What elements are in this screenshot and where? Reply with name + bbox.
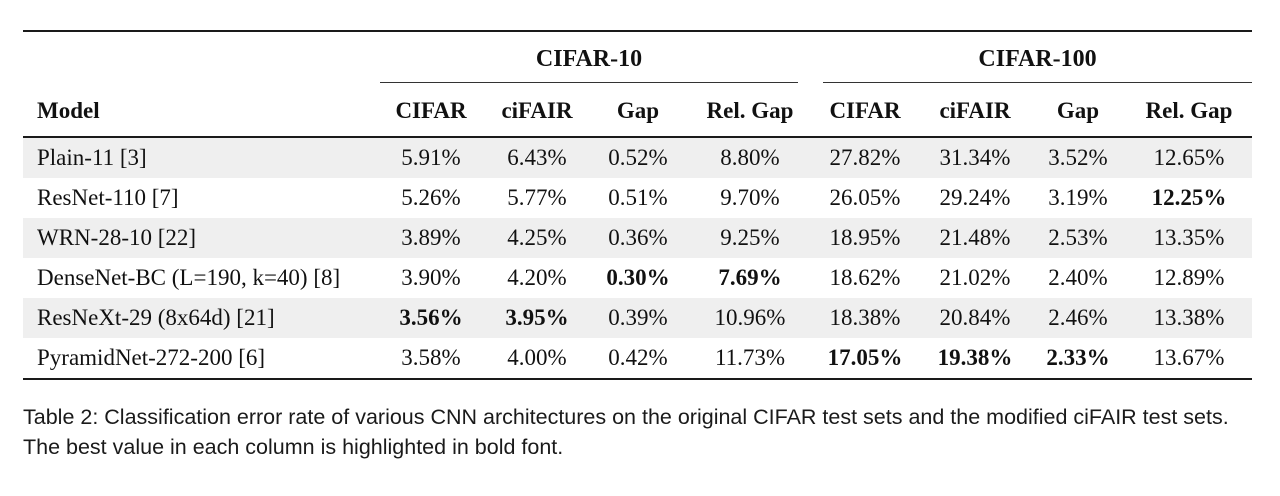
value-cell: 21.48% — [939, 225, 1011, 250]
model-name: DenseNet-BC (L=190, k=40) [8] — [37, 265, 341, 290]
column-header-cifar100-cifar: CIFAR — [829, 98, 901, 123]
table-bottom-rule — [23, 378, 1252, 380]
value-cell: 0.39% — [608, 305, 668, 330]
column-header-cifar10-cifair: ciFAIR — [501, 98, 573, 123]
value-cell: 3.52% — [1048, 145, 1108, 170]
table-caption: Table 2: Classification error rate of various CNN architectures on the original CIFAR test sets and the modified ciFAIR test sets. The best value in each column is highlighted in bold font. — [23, 405, 1229, 459]
column-header-cifar100-cifair: ciFAIR — [939, 98, 1011, 123]
value-cell: 0.51% — [608, 185, 668, 210]
model-name: ResNeXt-29 (8x64d) [21] — [37, 305, 275, 330]
group-header-cifar10: CIFAR-10 — [535, 46, 643, 72]
value-cell: 0.52% — [608, 145, 668, 170]
model-name: PyramidNet-272-200 [6] — [37, 345, 266, 370]
value-cell: 29.24% — [939, 185, 1011, 210]
table-row — [23, 338, 1252, 378]
group-rule-cifar10 — [380, 82, 798, 83]
table-row — [23, 258, 1252, 298]
value-cell: 21.02% — [939, 265, 1011, 290]
column-header-cifar10-rel-gap: Rel. Gap — [706, 98, 794, 123]
value-cell: 4.20% — [507, 265, 567, 290]
group-header-cifar100: CIFAR-100 — [978, 46, 1097, 72]
value-cell: 2.33% — [1046, 345, 1110, 370]
model-name: ResNet-110 [7] — [37, 185, 179, 210]
model-name: WRN-28-10 [22] — [37, 225, 197, 250]
value-cell: 3.56% — [399, 305, 463, 330]
value-cell: 9.25% — [720, 225, 780, 250]
column-header-cifar10-gap: Gap — [616, 98, 660, 123]
value-cell: 2.53% — [1048, 225, 1108, 250]
value-cell: 18.95% — [829, 225, 901, 250]
value-cell: 2.46% — [1048, 305, 1108, 330]
value-cell: 17.05% — [827, 345, 903, 370]
value-cell: 18.62% — [829, 265, 901, 290]
column-header-cifar100-rel-gap: Rel. Gap — [1145, 98, 1233, 123]
value-cell: 3.95% — [505, 305, 569, 330]
value-cell: 13.35% — [1153, 225, 1225, 250]
value-cell: 6.43% — [507, 145, 567, 170]
value-cell: 5.77% — [507, 185, 567, 210]
column-header-row — [0, 96, 1280, 126]
value-cell: 0.36% — [608, 225, 668, 250]
column-header-cifar10-cifar: CIFAR — [395, 98, 467, 123]
value-cell: 10.96% — [714, 305, 786, 330]
value-cell: 13.38% — [1153, 305, 1225, 330]
value-cell: 13.67% — [1153, 345, 1225, 370]
value-cell: 12.65% — [1153, 145, 1225, 170]
value-cell: 7.69% — [718, 265, 782, 290]
value-cell: 18.38% — [829, 305, 901, 330]
table-row — [23, 178, 1252, 218]
model-name: Plain-11 [3] — [37, 145, 147, 170]
column-header-model: Model — [37, 98, 100, 123]
value-cell: 26.05% — [829, 185, 901, 210]
value-cell: 12.89% — [1153, 265, 1225, 290]
value-cell: 9.70% — [720, 185, 780, 210]
value-cell: 3.58% — [401, 345, 461, 370]
value-cell: 0.42% — [608, 345, 668, 370]
value-cell: 2.40% — [1048, 265, 1108, 290]
value-cell: 3.19% — [1048, 185, 1108, 210]
value-cell: 19.38% — [937, 345, 1013, 370]
value-cell: 0.30% — [606, 265, 670, 290]
value-cell: 3.90% — [401, 265, 461, 290]
value-cell: 20.84% — [939, 305, 1011, 330]
table-row — [23, 138, 1252, 178]
value-cell: 5.91% — [401, 145, 461, 170]
value-cell: 31.34% — [939, 145, 1011, 170]
value-cell: 12.25% — [1151, 185, 1227, 210]
table-row — [23, 218, 1252, 258]
group-rule-cifar100 — [823, 82, 1252, 83]
column-header-cifar100-gap: Gap — [1056, 98, 1100, 123]
value-cell: 11.73% — [714, 345, 786, 370]
value-cell: 27.82% — [829, 145, 901, 170]
table-top-rule — [23, 30, 1252, 32]
value-cell: 4.00% — [507, 345, 567, 370]
value-cell: 5.26% — [401, 185, 461, 210]
value-cell: 4.25% — [507, 225, 567, 250]
value-cell: 8.80% — [720, 145, 780, 170]
value-cell: 3.89% — [401, 225, 461, 250]
table-row — [23, 298, 1252, 338]
